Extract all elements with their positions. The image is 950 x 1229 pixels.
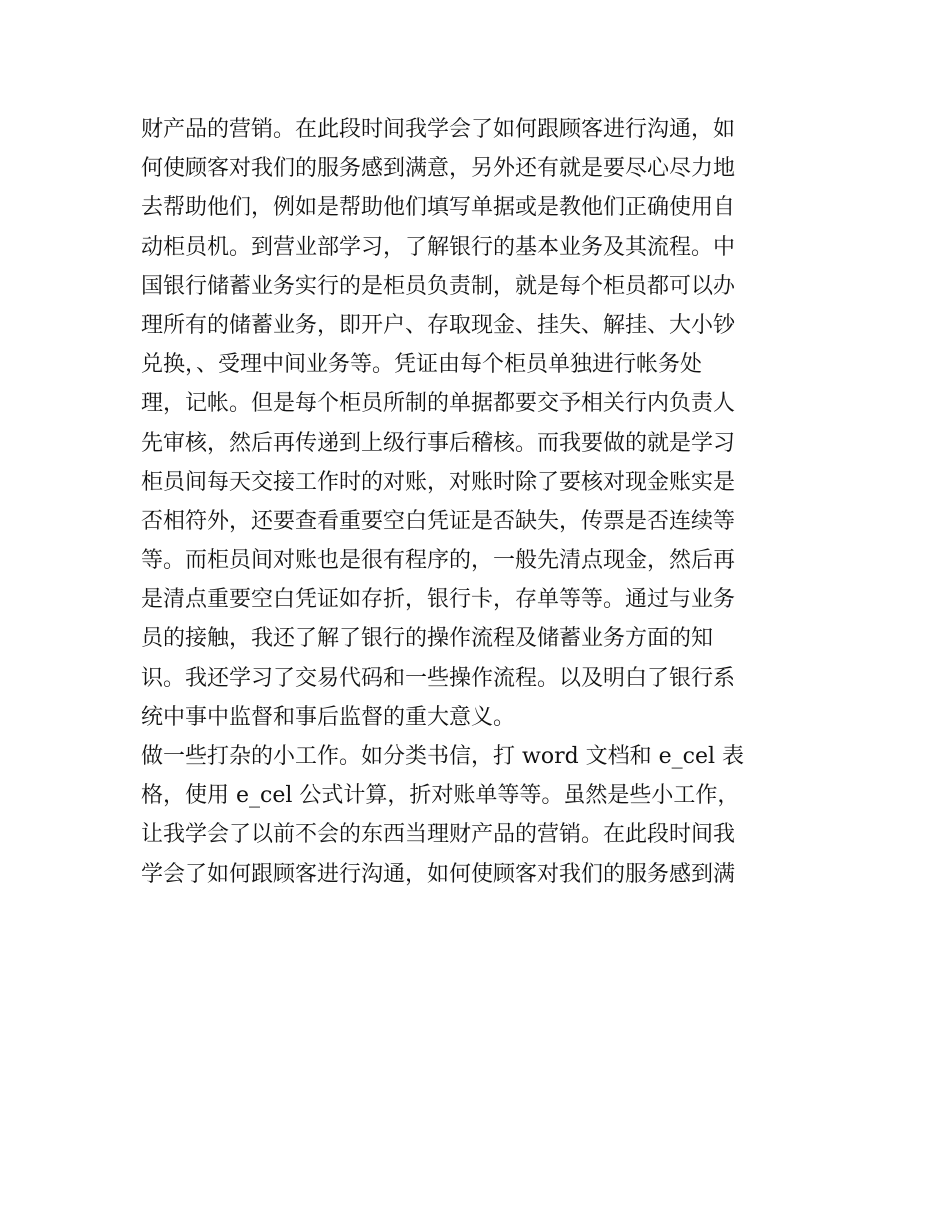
text-line: 员的接触，我还了解了银行的操作流程及储蓄业务方面的知 — [141, 626, 714, 652]
text-line: 格，使用 e_cel 公式计算，折对账单等等。虽然是些小工作， — [141, 783, 740, 809]
text-line: 否相符外，还要查看重要空白凭证是否缺失，传票是否连续等 — [141, 508, 736, 534]
text-line: 动柜员机。到营业部学习，了解银行的基本业务及其流程。中 — [141, 234, 736, 260]
text-line: 柜员间每天交接工作时的对账，对账时除了要核对现金账实是 — [141, 469, 736, 495]
text-line: 等。而柜员间对账也是很有程序的，一般先清点现金，然后再 — [141, 548, 736, 574]
text-line: 兑换，、受理中间业务等。凭证由每个柜员单独进行帐务处 — [141, 352, 703, 378]
text-line: 识。我还学习了交易代码和一些操作流程。以及明白了银行系 — [141, 665, 736, 691]
text-line: 国银行储蓄业务实行的是柜员负责制，就是每个柜员都可以办 — [141, 273, 736, 299]
text-line: 理所有的储蓄业务，即开户、存取现金、挂失、解挂、大小钞 — [141, 312, 736, 338]
text-line: 何使顾客对我们的服务感到满意，另外还有就是要尽心尽力地 — [141, 156, 736, 182]
text-line: 做一些打杂的小工作。如分类书信，打 word 文档和 e_cel 表 — [141, 744, 745, 769]
text-line: 去帮助他们，例如是帮助他们填写单据或是教他们正确使用自 — [141, 195, 736, 221]
text-line: 理，记帐。但是每个柜员所制的单据都要交予相关行内负责人 — [141, 391, 736, 417]
text-line: 是清点重要空白凭证如存折，银行卡，存单等等。通过与业务 — [141, 587, 736, 613]
body-text — [141, 110, 821, 894]
text-line: 学会了如何跟顾客进行沟通，如何使顾客对我们的服务感到满 — [141, 861, 736, 887]
text-line: 先审核，然后再传递到上级行事后稽核。而我要做的就是学习 — [141, 430, 736, 456]
text-line: 让我学会了以前不会的东西当理财产品的营销。在此段时间我 — [141, 822, 736, 848]
text-line: 财产品的营销。在此段时间我学会了如何跟顾客进行沟通，如 — [141, 117, 736, 142]
text-line: 统中事中监督和事后监督的重大意义。 — [141, 704, 516, 730]
